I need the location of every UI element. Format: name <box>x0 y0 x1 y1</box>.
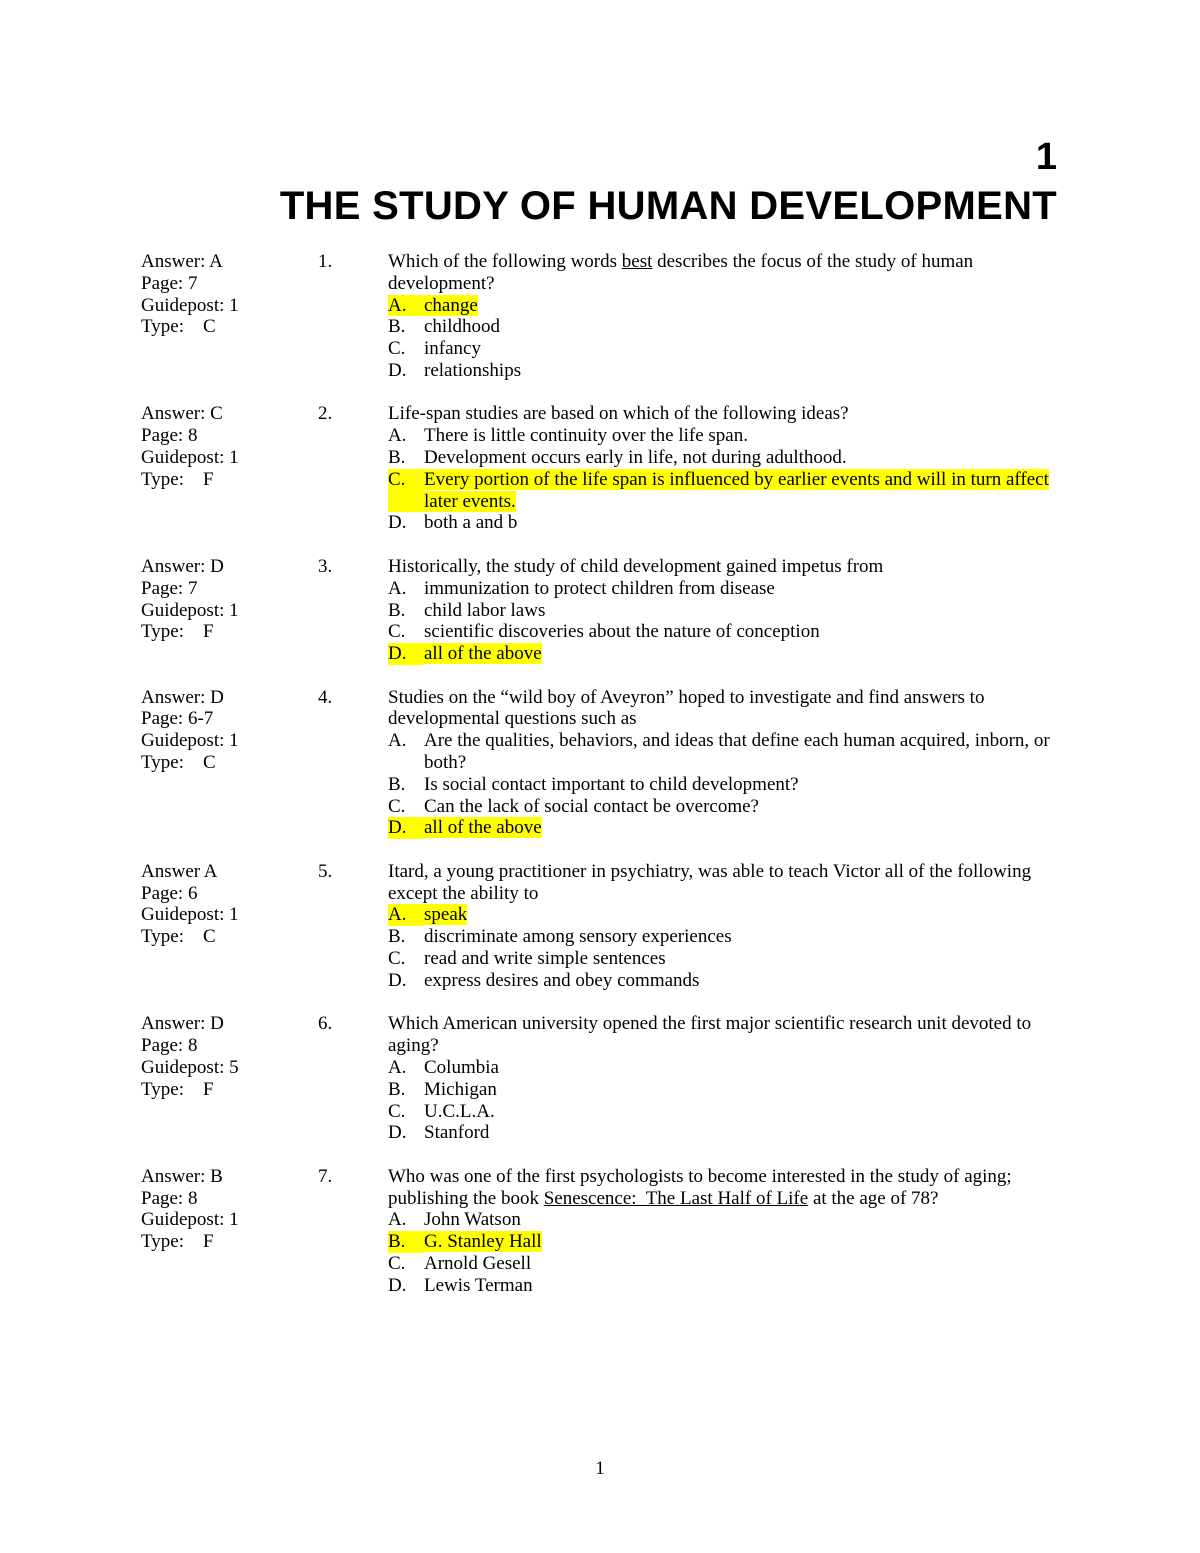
guidepost: Guidepost: 1 <box>141 447 239 469</box>
option-label: all of the above <box>424 643 542 665</box>
stem-underlined-text: best <box>621 251 653 272</box>
answer-option <box>388 1275 1060 1297</box>
option-text <box>424 425 1060 447</box>
option-letter: D. <box>388 512 407 534</box>
option-letter: B. <box>388 316 406 338</box>
option-text <box>424 1079 1060 1101</box>
guidepost: Guidepost: 1 <box>141 599 239 621</box>
question-type: Type: C <box>141 316 216 338</box>
option-label: Columbia <box>424 1056 499 1078</box>
option-letter: A. <box>388 577 407 599</box>
option-text <box>424 817 1060 839</box>
question-meta <box>141 861 301 948</box>
option-label: all of the above <box>424 817 542 839</box>
option-letter: A. <box>388 1209 407 1231</box>
option-text <box>424 447 1060 469</box>
option-letter: B. <box>388 926 406 948</box>
answer-options <box>388 1209 1060 1296</box>
question-item <box>141 861 1061 992</box>
page-reference: Page: 7 <box>141 272 198 294</box>
option-text <box>424 1253 1060 1275</box>
question-stem <box>388 687 1060 731</box>
page-reference: Page: 8 <box>141 1187 198 1209</box>
answer-options <box>388 295 1060 382</box>
option-letter: D. <box>388 1274 407 1296</box>
answer-option <box>388 338 1060 360</box>
option-text <box>424 578 1060 600</box>
answer-option <box>388 578 1060 600</box>
page-reference: Page: 6-7 <box>141 708 214 730</box>
option-letter: C. <box>388 621 406 643</box>
answer-option-correct <box>388 295 1060 317</box>
option-letter: C. <box>388 469 424 513</box>
answer-option <box>388 730 1060 774</box>
question-number: 3. <box>318 555 333 577</box>
option-label: Lewis Terman <box>424 1274 533 1296</box>
answer-option-correct <box>388 643 1060 665</box>
question-item <box>141 403 1061 534</box>
stem-text: Which American university opened the first major scientific research unit devoted to aging? <box>388 1013 1032 1057</box>
question-item <box>141 556 1061 665</box>
answer-key: Answer: D <box>141 555 224 577</box>
page-reference: Page: 7 <box>141 577 198 599</box>
option-letter: A. <box>388 295 424 317</box>
option-text <box>424 948 1060 970</box>
answer-option-correct <box>388 904 1060 926</box>
stem-text: Who was one of the first psychologists to become interested in the study of aging; publishing the book <box>388 1165 1012 1209</box>
option-text <box>424 1275 1060 1297</box>
answer-option <box>388 1057 1060 1079</box>
option-label: There is little continuity over the life span. <box>424 425 748 447</box>
answer-key: Answer: C <box>141 403 223 425</box>
answer-options <box>388 425 1060 534</box>
answer-option <box>388 621 1060 643</box>
option-text <box>424 621 1060 643</box>
option-letter: C. <box>388 1100 406 1122</box>
question-number: 4. <box>318 686 333 708</box>
question-meta <box>141 556 301 643</box>
stem-text: Studies on the “wild boy of Aveyron” hoped to investigate and find answers to developmental questions such as <box>388 686 985 730</box>
option-label: Are the qualities, behaviors, and ideas that define each human acquired, inborn, or both? <box>424 730 1050 773</box>
option-label: immunization to protect children from disease <box>424 577 775 599</box>
page-reference: Page: 8 <box>141 1035 198 1057</box>
option-label: Can the lack of social contact be overcome? <box>424 795 759 817</box>
option-letter: D. <box>388 1122 407 1144</box>
question-meta <box>141 1166 301 1253</box>
option-letter: C. <box>388 1253 406 1274</box>
question-item <box>141 251 1061 382</box>
question-body <box>388 1166 1060 1297</box>
answer-key: Answer: D <box>141 686 224 708</box>
option-text <box>424 360 1060 382</box>
option-label: infancy <box>424 338 481 360</box>
answer-option <box>388 926 1060 948</box>
question-meta <box>141 251 301 338</box>
answer-option <box>388 425 1060 447</box>
answer-option <box>388 447 1060 469</box>
option-letter: B. <box>388 447 406 469</box>
question-meta <box>141 1013 301 1100</box>
option-text <box>424 904 1060 926</box>
question-number: 6. <box>318 1013 333 1035</box>
answer-key: Answer: A <box>141 251 223 272</box>
option-letter: D. <box>388 817 424 839</box>
question-body <box>388 1013 1060 1144</box>
answer-option <box>388 970 1060 992</box>
option-text <box>424 316 1060 338</box>
option-text <box>424 643 1060 665</box>
option-letter: C. <box>388 948 406 970</box>
answer-key: Answer A <box>141 860 218 882</box>
option-letter: D. <box>388 969 407 991</box>
answer-option <box>388 1101 1060 1123</box>
option-text <box>424 1209 1060 1231</box>
page-reference: Page: 6 <box>141 882 198 904</box>
answer-option <box>388 796 1060 818</box>
question-type: Type: F <box>141 1078 214 1100</box>
option-text <box>424 1122 1060 1144</box>
option-label: speak <box>424 904 468 926</box>
question-stem <box>388 1166 1060 1210</box>
question-type: Type: F <box>141 1231 214 1253</box>
chapter-number: 1 <box>1035 136 1057 178</box>
option-text <box>424 730 1060 774</box>
question-item <box>141 687 1061 840</box>
answer-option <box>388 360 1060 382</box>
question-meta <box>141 687 301 774</box>
question-type: Type: C <box>141 752 216 773</box>
answer-option <box>388 948 1060 970</box>
option-letter: A. <box>388 1056 407 1078</box>
stem-underlined-text: Senescence: The Last Half of Life <box>543 1187 809 1209</box>
stem-text: Historically, the study of child development gained impetus from <box>388 555 884 577</box>
question-stem <box>388 556 1060 578</box>
answer-options <box>388 904 1060 991</box>
option-label: scientific discoveries about the nature of conception <box>424 621 820 643</box>
answer-key: Answer: D <box>141 1013 224 1035</box>
option-label: change <box>424 294 478 316</box>
option-label: Is social contact important to child development? <box>424 773 799 795</box>
question-type: Type: F <box>141 468 214 490</box>
option-label: Stanford <box>424 1122 490 1144</box>
option-label: relationships <box>424 359 522 381</box>
guidepost: Guidepost: 1 <box>141 730 239 752</box>
stem-text: Which of the following words <box>388 251 622 272</box>
question-stem <box>388 861 1060 905</box>
option-text <box>424 512 1060 534</box>
question-stem <box>388 251 1060 295</box>
question-body <box>388 403 1060 534</box>
guidepost: Guidepost: 1 <box>141 294 239 316</box>
option-letter: B. <box>388 773 406 795</box>
option-label: Every portion of the life span is influenced by earlier events and will in turn affect later events. <box>424 468 1049 512</box>
question-body <box>388 251 1060 382</box>
question-list <box>141 251 1061 1318</box>
option-text <box>424 926 1060 948</box>
option-text <box>424 1101 1060 1123</box>
option-text <box>424 970 1060 992</box>
question-type: Type: C <box>141 926 216 948</box>
answer-key: Answer: B <box>141 1165 223 1187</box>
option-text <box>424 1057 1060 1079</box>
option-letter: A. <box>388 730 407 752</box>
answer-options <box>388 578 1060 665</box>
question-number: 7. <box>318 1165 333 1187</box>
option-letter: A. <box>388 904 424 926</box>
option-text <box>424 1231 1060 1253</box>
page-reference: Page: 8 <box>141 425 198 447</box>
option-label: Arnold Gesell <box>424 1253 532 1274</box>
answer-options <box>388 1057 1060 1144</box>
option-letter: A. <box>388 425 407 447</box>
option-letter: C. <box>388 338 406 360</box>
answer-option <box>388 600 1060 622</box>
question-number: 2. <box>318 403 333 425</box>
option-label: Michigan <box>424 1078 497 1100</box>
option-label: Development occurs early in life, not during adulthood. <box>424 447 847 469</box>
question-type: Type: F <box>141 621 214 643</box>
option-letter: C. <box>388 795 406 817</box>
option-label: John Watson <box>424 1209 521 1231</box>
answer-options <box>388 730 1060 839</box>
option-text <box>424 295 1060 317</box>
question-stem <box>388 1013 1060 1057</box>
stem-text: Itard, a young practitioner in psychiatry, was able to teach Victor all of the following except the ability to <box>388 860 1032 904</box>
option-label: G. Stanley Hall <box>424 1231 542 1253</box>
option-letter: B. <box>388 1078 406 1100</box>
option-letter: D. <box>388 359 407 381</box>
page-number: 1 <box>595 1458 605 1479</box>
answer-option <box>388 316 1060 338</box>
option-text <box>424 600 1060 622</box>
stem-text: Life-span studies are based on which of the following ideas? <box>388 403 849 425</box>
answer-option <box>388 1209 1060 1231</box>
option-label: discriminate among sensory experiences <box>424 926 732 948</box>
option-label: U.C.L.A. <box>424 1100 495 1122</box>
question-body <box>388 687 1060 840</box>
option-letter: B. <box>388 1231 424 1253</box>
chapter-title: THE STUDY OF HUMAN DEVELOPMENT <box>279 184 1057 228</box>
option-text <box>424 338 1060 360</box>
option-label: read and write simple sentences <box>424 948 666 970</box>
answer-option <box>388 1079 1060 1101</box>
guidepost: Guidepost: 5 <box>141 1056 239 1078</box>
option-label: child labor laws <box>424 599 546 621</box>
question-meta <box>141 403 301 490</box>
option-label: both a and b <box>424 512 518 534</box>
guidepost: Guidepost: 1 <box>141 1209 239 1231</box>
question-body <box>388 556 1060 665</box>
question-stem <box>388 403 1060 425</box>
question-number: 5. <box>318 860 333 882</box>
answer-option <box>388 1253 1060 1275</box>
stem-text-continued: describes the focus of the study of human development? <box>388 251 974 294</box>
option-letter: D. <box>388 643 424 665</box>
answer-option-correct <box>388 817 1060 839</box>
stem-text-continued: at the age of 78? <box>808 1187 939 1209</box>
question-item <box>141 1013 1061 1144</box>
answer-option <box>388 774 1060 796</box>
question-item <box>141 1166 1061 1297</box>
option-label: childhood <box>424 316 500 338</box>
answer-option-correct <box>388 1231 1060 1253</box>
option-label: express desires and obey commands <box>424 969 700 991</box>
option-letter: B. <box>388 599 406 621</box>
option-text <box>424 774 1060 796</box>
answer-option <box>388 512 1060 534</box>
answer-option <box>388 1122 1060 1144</box>
guidepost: Guidepost: 1 <box>141 904 239 926</box>
option-text <box>424 469 1060 513</box>
question-body <box>388 861 1060 992</box>
answer-option-correct <box>388 469 1060 513</box>
option-text <box>424 796 1060 818</box>
question-number: 1. <box>318 251 333 272</box>
